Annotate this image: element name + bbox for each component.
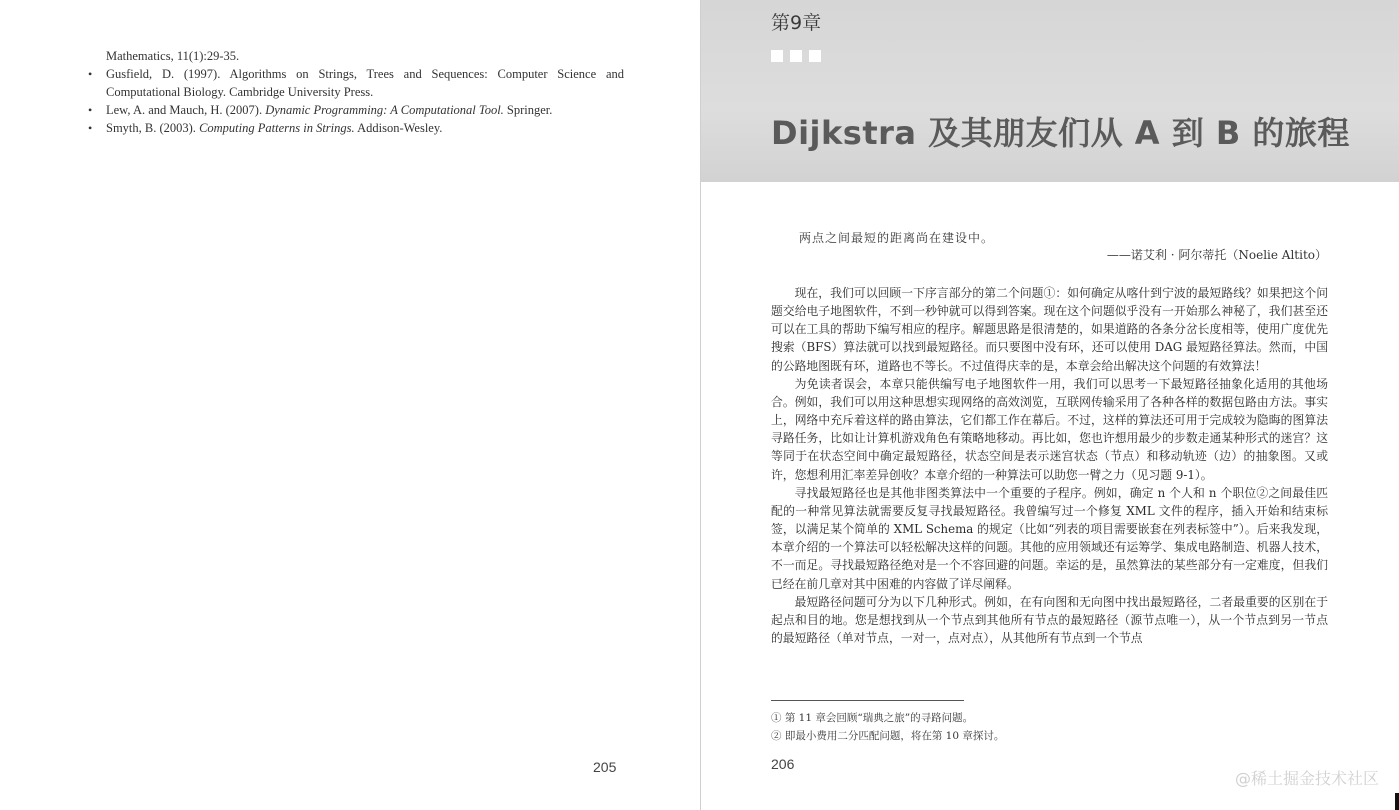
edge-tab	[1395, 793, 1399, 810]
reference-item: • Smyth, B. (2003). Computing Patterns in Strings. Addison-Wesley.	[88, 119, 624, 137]
footnote: ① 第 11 章会回顾“瑞典之旅”的寻路问题。	[771, 712, 974, 724]
reference-continuation: Mathematics, 11(1):29-35.	[106, 49, 240, 63]
footnote-divider	[771, 700, 964, 701]
right-page	[701, 0, 1399, 810]
chapter-label: 第9章	[771, 12, 822, 34]
chapter-marker-square	[790, 50, 802, 62]
chapter-title: Dijkstra 及其朋友们从 A 到 B 的旅程	[771, 114, 1350, 152]
body-paragraph: 最短路径问题可分为以下几种形式。例如，在有向图和无向图中找出最短路径，二者最重要的区别在于起点和目的地。您是想找到从一个节点到其他所有节点的最短路径（源节点唯一），从一个节点到另一节点的最短路径（单对节点，一对一，点对点），从其他所有节点到一个节点	[771, 594, 1328, 645]
body-paragraph: 现在，我们可以回顾一下序言部分的第二个问题①：如何确定从喀什到宁波的最短路线？如果把这个问题交给电子地图软件，不到一秒钟就可以得到答案。现在这个问题似乎没有一开始那么神秘了，我们甚至还可以在工具的帮助下编写相应的程序。解题思路是很清楚的，如果道路的各条分岔长度相等，使用广度优先搜索（BFS）算法就可以找到最短路径。而只要图中没有环，还可以使用 DAG 最短路径算法。然而，中国的公路地图既有环，道路也不等长。不过值得庆幸的是，本章会给出解决这个问题的有效算法！	[771, 286, 1328, 373]
watermark: @稀土掘金技术社区	[1234, 769, 1379, 788]
page-number-right: 206	[771, 756, 795, 772]
epigraph: 两点之间最短的距离尚在建设中。	[799, 231, 995, 245]
epigraph-attribution: ——诺艾利 · 阿尔蒂托（Noelie Altito）	[1106, 248, 1327, 262]
body-paragraph: 为免读者误会，本章只能供编写电子地图软件一用，我们可以思考一下最短路径抽象化适用的其他场合。例如，我们可以用这种思想实现网络的高效浏览，互联网传输采用了各种各样的数据包路由方法。事实上，网络中充斥着这样的路由算法，它们都工作在幕后。不过，这样的算法还可用于完成较为隐晦的图算法寻路任务，比如让计算机游戏角色有策略地移动。再比如，您也许想用最少的步数走通某种形式的迷宫？这等同于在状态空间中确定最短路径，状态空间是表示迷宫状态（节点）和移动轨迹（边）的抽象图。又或许，您想利用汇率差异创收？本章介绍的一种算法可以助您一臂之力（见习题 9-1）。	[771, 376, 1328, 482]
reference-list	[88, 47, 624, 137]
reference-item: • Lew, A. and Mauch, H. (2007). Dynamic Programming: A Computational Tool. Springer.	[88, 101, 624, 119]
chapter-header-band	[701, 0, 1399, 182]
page-number-left: 205	[593, 759, 617, 775]
chapter-marker-square	[809, 50, 821, 62]
chapter-marker-square	[771, 50, 783, 62]
footnote: ② 即最小费用二分匹配问题，将在第 10 章探讨。	[771, 730, 1005, 742]
body-paragraph: 寻找最短路径也是其他非图类算法中一个重要的子程序。例如，确定 n 个人和 n 个职位②之间最佳匹配的一种常见算法就需要反复寻找最短路径。我曾编写过一个修复 XML 文件的程序，插入开始和结束标签，以满足某个简单的 XML Schema 的规定（比如“列表的项目需要嵌套在列表标签中”）。后来我发现，本章介绍的一个算法可以轻松解决这样的问题。其他的应用领域还有运筹学、集成电路制造、机器人技术，不一而足。寻找最短路径绝对是一个不容回避的问题。幸运的是，虽然算法的某些部分有一定难度，但我们已经在前几章对其中困难的内容做了详尽阐释。	[771, 485, 1328, 591]
reference-item: • Gusfield, D. (1997). Algorithms on Strings, Trees and Sequences: Computer Science and Computational Biology. Cambridge University Press.	[88, 65, 624, 101]
chapter-body	[771, 284, 1328, 647]
